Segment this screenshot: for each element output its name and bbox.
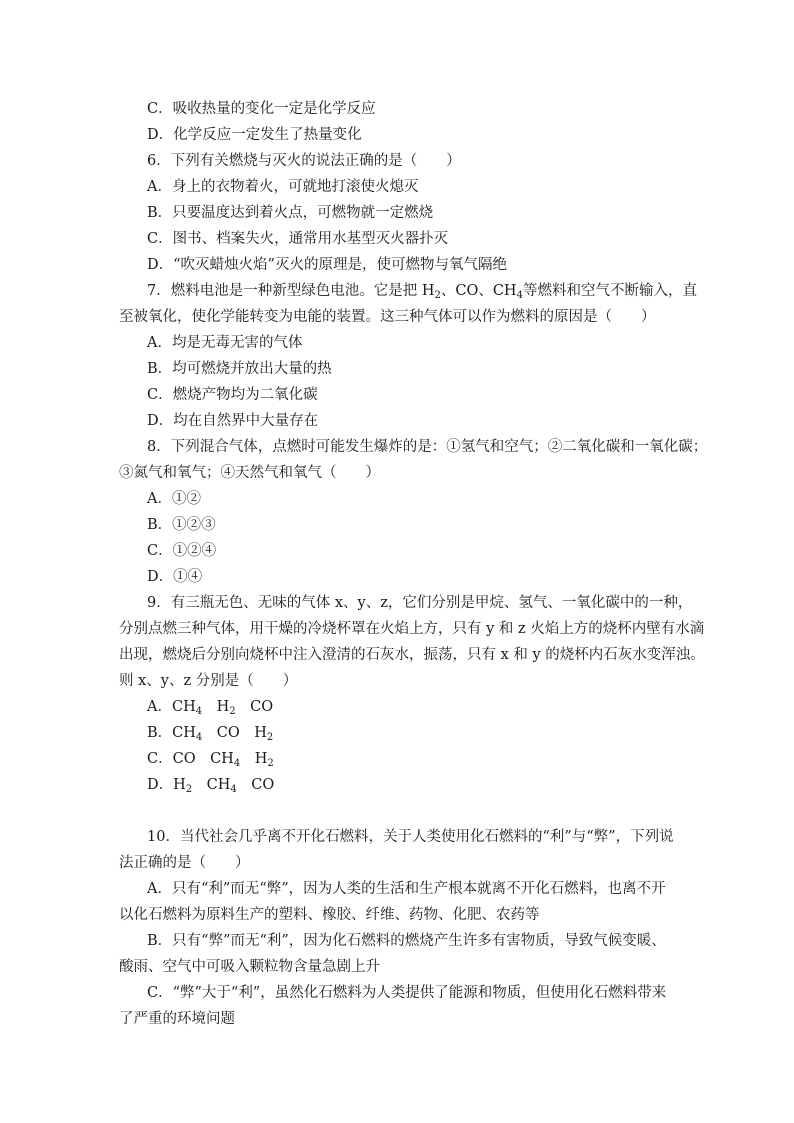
q10-option-c-line2: 了严重的环境问题 [119,1011,235,1027]
q8-option-b: B．①②③ [147,517,216,533]
q9-stem-line3: 出现，燃烧后分别向烧杯中注入澄清的石灰水，振荡，只有 x 和 y 的烧杯内石灰水变浑浊。 [119,647,705,663]
q7-option-d: D．均在自然界中大量存在 [147,413,319,429]
q6-option-a: A．身上的衣物着火，可就地打滚使火熄灭 [147,179,419,195]
q6-option-c: C．图书、档案失火，通常用水基型灭火器扑灭 [147,231,449,247]
q8-stem-line1: 8．下列混合气体，点燃时可能发生爆炸的是：①氢气和空气；②二氧化碳和一氧化碳； [147,439,708,455]
q6-option-d: D．“吹灭蜡烛火焰”灭火的原理是，使可燃物与氧气隔绝 [147,257,507,273]
q7-stem-line1: 7．燃料电池是一种新型绿色电池。它是把 $H_2$、CO、$CH_4$等燃料和空气不断输入，直 [147,283,697,301]
q5-option-c: C．吸收热量的变化一定是化学反应 [147,101,376,117]
q9-option-b: B．$CH_4$ CO $H_2$ [147,725,274,743]
q5-option-d: D．化学反应一定发生了热量变化 [147,127,362,143]
q8-option-a: A．①② [147,491,201,507]
q10-option-b-line2: 酸雨、空气中可吸入颗粒物含量急剧上升 [119,959,380,975]
q8-stem-line2: ③氮气和氧气；④天然气和氧气（ ） [119,465,380,481]
q7-option-a: A．均是无毒无害的气体 [147,335,303,351]
q10-option-b-line1: B．只有“弊”而无“利”，因为化石燃料的燃烧产生许多有害物质，导致气候变暖、 [147,933,666,949]
q9-stem-line2: 分别点燃三种气体，用干燥的冷烧杯罩在火焰上方，只有 y 和 z 火焰上方的烧杯内壁有水滴 [119,621,705,637]
q9-stem-line1: 9．有三瓶无色、无味的气体 x、y、z，它们分别是甲烷、氢气、一氧化碳中的一种， [147,595,693,611]
q7-stem-line2: 至被氧化，使化学能转变为电能的装置。这三种气体可以作为燃料的原因是（ ） [119,309,656,325]
q10-stem-line1: 10．当代社会几乎离不开化石燃料，关于人类使用化石燃料的“利”与“弊”，下列说 [147,829,674,845]
q7-option-b: B．均可燃烧并放出大量的热 [147,361,332,377]
q9-stem-line4: 则 x、y、z 分别是（ ） [119,673,298,689]
q8-option-c: C．①②④ [147,543,217,559]
q6-stem: 6．下列有关燃烧与灭火的说法正确的是（ ） [147,153,461,169]
q10-option-a-line1: A．只有“利”而无“弊”，因为人类的生活和生产根本就离不开化石燃料，也离不开 [147,881,666,897]
q9-option-a: A．$CH_4$ $H_2$ CO [147,699,274,717]
q10-stem-line2: 法正确的是（ ） [119,855,250,871]
q7-option-c: C．燃烧产物均为二氧化碳 [147,387,318,403]
q8-option-d: D．①④ [147,569,203,585]
q9-option-c: C．CO $CH_4$ $H_2$ [147,751,274,769]
q10-option-a-line2: 以化石燃料为原料生产的塑料、橡胶、纤维、药物、化肥、农药等 [119,907,540,923]
q6-option-b: B．只要温度达到着火点，可燃物就一定燃烧 [147,205,434,221]
q10-option-c-line1: C．“弊”大于“利”，虽然化石燃料为人类提供了能源和物质，但使用化石燃料带来 [147,985,667,1001]
q9-option-d: D．$H_2$ $CH_4$ CO [147,777,275,795]
